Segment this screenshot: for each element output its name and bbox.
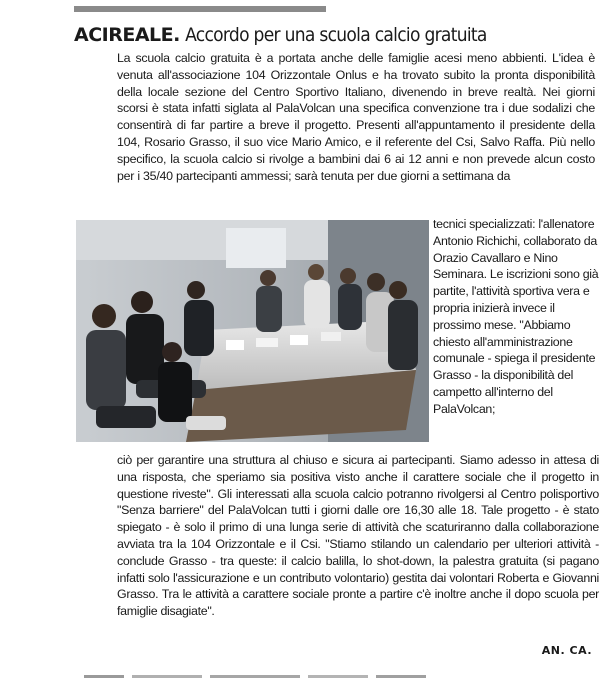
article-body-side: tecnici specializzati: l'allenatore Antonio Richichi, collaborato da Orazio Cavallaro e Nino Seminara. Le iscrizioni sono già partite, l'attività sportiva vera e propria inizierà invece il prossimo mese. "Abbiamo chiesto all'amministrazione comunale - spiega il presidente Grasso - la disponibilità del campetto all'interno del PalaVolcan; (433, 217, 599, 416)
next-article-cutoff (84, 668, 444, 678)
article-body-top: La scuola calcio gratuita è a portata anche delle famiglie acesi meno abbienti. L'idea è venuta all'associazione 104 Orizzontale Onlus e ha trovato subito la pronta disponibilità della locale sezione del Centro Sportivo Italiano, divenendo in breve realtà. Nei giorni scorsi è stata infatti siglata al PalaVolcan una specifica convenzione tra i due sodalizi che consentirà di far partire a breve il progetto. Presenti all'appuntamento il presidente della 104, Rosario Grasso, il suo vice Mario Amico, e il referente del Csi, Salvo Raffa. Più nello specifico, la scuola calcio si rivolge a bambini dai 6 ai 12 anni e non prevede alcun costo per i 35/40 partecipanti ammessi; sarà tenuta per due giorni a settimana da (117, 51, 595, 183)
author-initials: AN. CA. (541, 644, 592, 657)
headline-kicker: ACIREALE. (74, 24, 180, 46)
article-photo (76, 220, 429, 442)
section-rule (74, 6, 326, 12)
article-body-bottom: ciò per garantire una struttura al chiuso e sicura ai partecipanti. Siamo adesso in attesa di una risposta, che speriamo sia positiva visto anche il carattere sociale che il progetto in questione riveste". Gli interessati alla scuola calcio potranno rivolgersi al Centro polisportivo "Senza barriere" del PalaVolcan tutti i giorni dalle ore 16,30 alle 18. Tale progetto - è stato spiegato - è solo il primo di una lunga serie di attività che scaturiranno dalla collaborazione avviata tra la 104 Orizzontale e il Csi. "Stiamo stilando un calendario per ulteriori attività - conclude Grasso - tra queste: il calcio balilla, lo shot-down, la palestra gratuita (si pagano infatti solo l'assicurazione e un contributo volontario) gestita dai volontari Roberta e Giovanni Grasso. Tra le attività a carattere sociale pronte a partire c'è inoltre anche il dopo scuola per famiglie disagiate". (117, 453, 599, 619)
headline-title: Accordo per una scuola calcio gratuita (185, 24, 487, 46)
headline (74, 24, 594, 47)
